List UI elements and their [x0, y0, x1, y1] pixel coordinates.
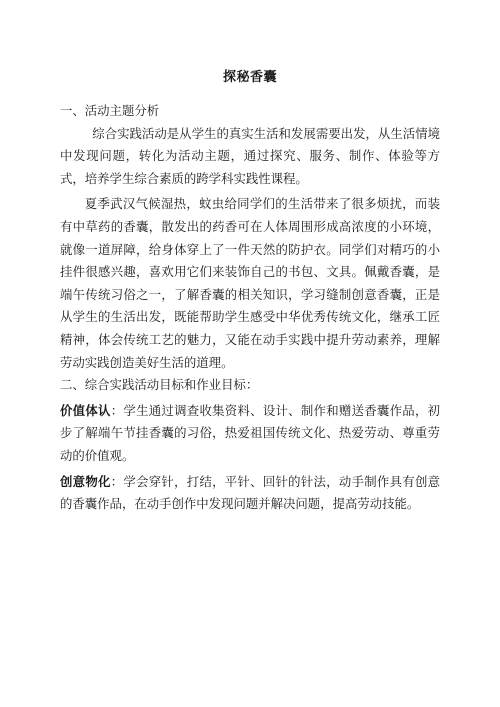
paragraph-sachet-background: 夏季武汉气候湿热，蚊虫给同学们的生活带来了很多烦扰，而装有中草药的香囊，散发出的药香可在人体周围形成高浓度的小环境，就像一道屏障，给身体穿上了一件天然的防护衣。同学们对精巧的小挂件很感兴趣，喜欢用它们来装饰自己的书包、文具。佩戴香囊，是端午传统习俗之一，了解香囊的相关知识，学习缝制创意香囊，正是从学生的生活出发，既能帮助学生感受中华优秀传统文化，继承工匠精神，体会传统工艺的魅力，又能在动手实践中提升劳动素养，理解劳动实践创造美好生活的道理。: [60, 196, 440, 370]
section-heading-goals: 二、综合实践活动目标和作业目标：: [60, 377, 259, 393]
goal-value-recognition-text: ：学生通过调查收集资料、设计、制作和赠送香囊作品，初步了解端午节挂香囊的习俗，热爱祖国传统文化、热爱劳动、尊重劳动的价值观。: [60, 402, 441, 463]
goal-value-recognition-label: 价值体认: [60, 402, 111, 418]
goal-creative-making-text: ：学会穿针，打结，平针、回针的针法，动手制作具有创意的香囊作品，在动手创作中发现问题并解决问题，提高劳动技能。: [60, 473, 441, 512]
section-heading-topic-analysis: 一、活动主题分析: [60, 103, 160, 118]
goal-creative-making-label: 创意物化: [60, 473, 111, 489]
document-body: [60, 100, 440, 516]
document-title: 探秘香囊: [222, 70, 277, 85]
goal-creative-making: [60, 471, 440, 516]
paragraph-practice-intro: 综合实践活动是从学生的真实生活和发展需要出发，从生活情境中发现问题，转化为活动主题，通过探究、服务、制作、体验等方式，培养学生综合素质的跨学科实践性课程。: [60, 125, 440, 186]
goal-value-recognition: [60, 400, 440, 468]
